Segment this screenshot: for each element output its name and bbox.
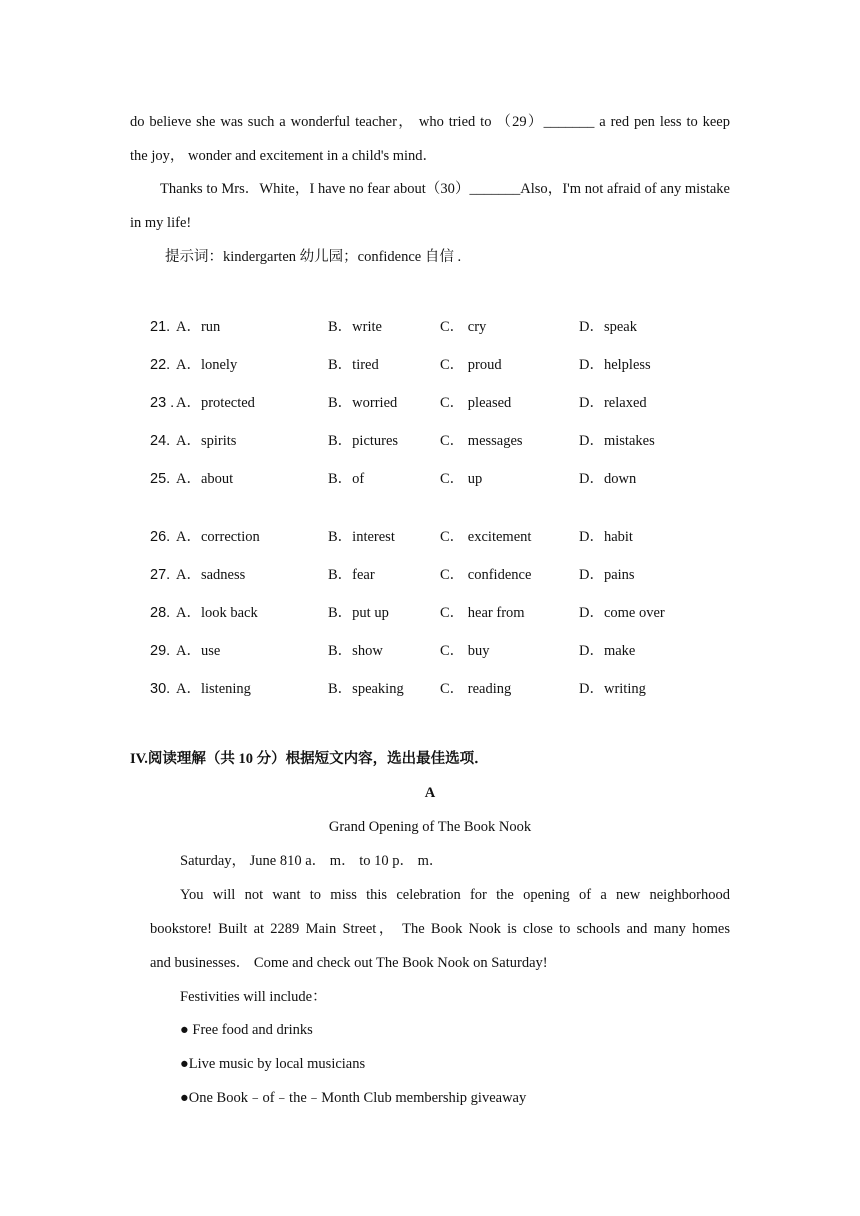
question-number: 27. bbox=[150, 567, 171, 583]
passage-title: Grand Opening of The Book Nook bbox=[328, 819, 532, 835]
option-d: D．pains bbox=[579, 567, 635, 583]
option-a: A．correction bbox=[176, 529, 260, 545]
passage-letter: A bbox=[424, 785, 436, 801]
option-d: D．writing bbox=[579, 681, 646, 697]
option-b: B．worried bbox=[328, 395, 398, 411]
option-b: B．tired bbox=[328, 357, 379, 373]
option-a: A．run bbox=[176, 319, 221, 335]
festivities-label: Festivities will include： bbox=[180, 989, 327, 1005]
option-c: C． pleased bbox=[440, 395, 512, 411]
question-number: 25. bbox=[150, 471, 171, 487]
option-a: A．look back bbox=[176, 605, 258, 621]
option-a: A．spirits bbox=[176, 433, 237, 449]
option-d: D．habit bbox=[579, 529, 633, 545]
option-b: B．fear bbox=[328, 567, 375, 583]
question-number: 23 . bbox=[150, 395, 175, 411]
question-number: 21. bbox=[150, 319, 171, 335]
question-number: 29. bbox=[150, 643, 171, 659]
question-number: 24. bbox=[150, 433, 171, 449]
event-date: Saturday， June 810 a． m． to 10 p． m． bbox=[180, 853, 444, 869]
option-d: D．relaxed bbox=[579, 395, 647, 411]
option-c: C． cry bbox=[440, 319, 487, 335]
option-c: C． confidence bbox=[440, 567, 532, 583]
passage-line: do believe she was such a wonderful teacher， who tried to （29）_______ a red pen less to keep bbox=[130, 114, 730, 130]
question-number: 22. bbox=[150, 357, 171, 373]
passage-line: You will not want to miss this celebration for the opening of a new neighborhood bbox=[180, 887, 730, 903]
option-b: B．of bbox=[328, 471, 365, 487]
option-a: A．listening bbox=[176, 681, 251, 697]
passage-line: the joy， wonder and excitement in a child's mind． bbox=[130, 148, 438, 164]
hint-words: 提示词：kindergarten 幼儿园；confidence 自信 . bbox=[165, 249, 462, 265]
option-a: A．sadness bbox=[176, 567, 246, 583]
option-a: A．protected bbox=[176, 395, 255, 411]
question-number: 30. bbox=[150, 681, 171, 697]
option-d: D．come over bbox=[579, 605, 665, 621]
bullet-item: ●One Book﹣of﹣the﹣Month Club membership giveaway bbox=[180, 1090, 527, 1106]
option-b: B．put up bbox=[328, 605, 389, 621]
passage-line: bookstore! Built at 2289 Main Street， The Book Nook is close to schools and many homes bbox=[150, 921, 730, 937]
option-b: B．show bbox=[328, 643, 383, 659]
option-d: D．make bbox=[579, 643, 636, 659]
option-c: C． hear from bbox=[440, 605, 525, 621]
option-d: D．speak bbox=[579, 319, 637, 335]
option-c: C． buy bbox=[440, 643, 490, 659]
bullet-item: ●Live music by local musicians bbox=[180, 1056, 366, 1072]
option-a: A．lonely bbox=[176, 357, 238, 373]
section-heading: IV.阅读理解（共 10 分）根据短文内容，选出最佳选项． bbox=[130, 751, 489, 767]
option-d: D．mistakes bbox=[579, 433, 655, 449]
option-b: B．interest bbox=[328, 529, 395, 545]
option-c: C． reading bbox=[440, 681, 512, 697]
option-d: D．helpless bbox=[579, 357, 651, 373]
passage-line: and businesses． Come and check out The Book Nook on Saturday! bbox=[150, 955, 548, 971]
option-c: C． proud bbox=[440, 357, 502, 373]
option-b: B．write bbox=[328, 319, 382, 335]
passage-line: Thanks to Mrs．White，I have no fear about（30）_______Also，I'm not afraid of any mistake bbox=[160, 181, 730, 197]
option-c: C． up bbox=[440, 471, 483, 487]
question-number: 28. bbox=[150, 605, 171, 621]
bullet-item: ● Free food and drinks bbox=[180, 1022, 313, 1038]
option-a: A．use bbox=[176, 643, 221, 659]
question-number: 26. bbox=[150, 529, 171, 545]
option-c: C． excitement bbox=[440, 529, 532, 545]
option-a: A．about bbox=[176, 471, 234, 487]
option-b: B．pictures bbox=[328, 433, 399, 449]
option-d: D．down bbox=[579, 471, 637, 487]
option-c: C． messages bbox=[440, 433, 523, 449]
option-b: B．speaking bbox=[328, 681, 404, 697]
passage-line: in my life! bbox=[130, 215, 192, 231]
